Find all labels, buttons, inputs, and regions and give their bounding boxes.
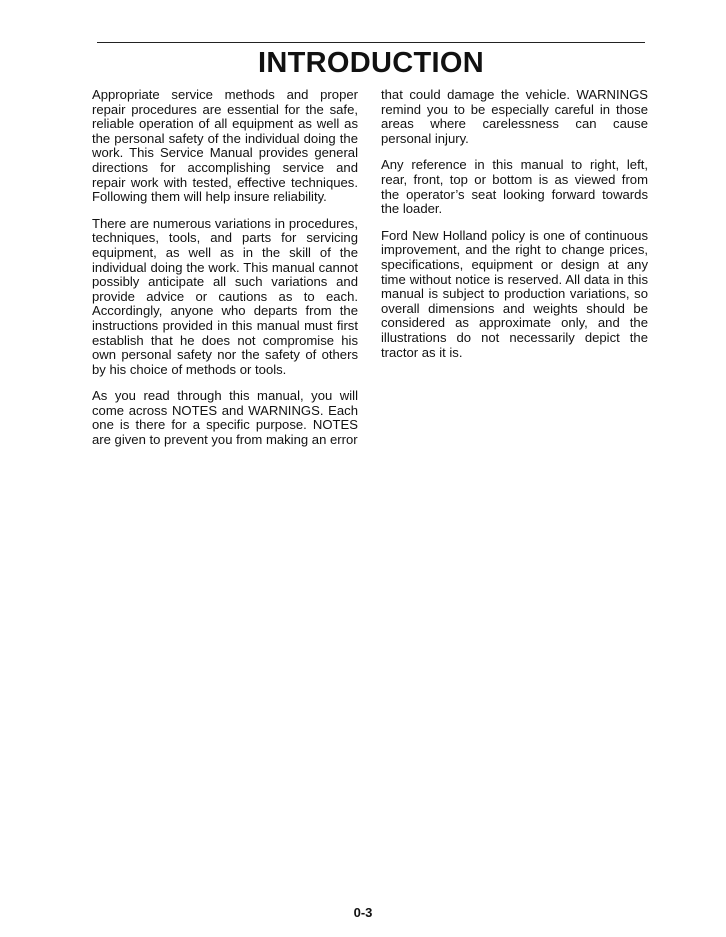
page-title: INTRODUCTION bbox=[258, 47, 484, 79]
header-rule bbox=[97, 42, 645, 43]
paragraph-notes-warnings: As you read through this manual, you will come across NOTES and WARNINGS. Each one is there for a specific purpose. NOTES are given to prevent you from making an error bbox=[92, 388, 358, 448]
right-text-column bbox=[381, 88, 648, 360]
left-text-column bbox=[92, 88, 358, 448]
paragraph-service-methods: Appropriate service methods and proper repair procedures are essential for the safe, reliable operation of all equipment as well as the personal safety of the individual doing the work. This Service Manual provides general directions for accomplishing service and repair work with tested, effective techniques. Following them will help insure reliability. bbox=[92, 87, 358, 205]
paragraph-improvement-policy: Ford New Holland policy is one of continuous improvement, and the right to change prices, specifications, equipment or design at any time without notice is reserved. All data in this manual is subject to production variations, so overall dimensions and weights should be considered as approximate only, and the illustrations do not necessarily depict the tractor as it is. bbox=[381, 227, 648, 360]
paragraph-variations: There are numerous variations in procedures, techniques, tools, and parts for servicing equipment, as well as in the skill of the individual doing the work. This manual cannot possibly anticipate all such variations and provide advice or cautions as to each. Accordingly, anyone who departs from the instructions provided in this manual must first establish that he does not compromise his own personal safety nor the safety of others by his choice of methods or tools. bbox=[92, 215, 358, 377]
page-number: 0-3 bbox=[353, 905, 373, 920]
paragraph-warnings-continued: that could damage the vehicle. WARNINGS remind you to be especially careful in those areas where carelessness can cause personal injury. bbox=[381, 87, 648, 146]
paragraph-orientation-reference: Any reference in this manual to right, left, rear, front, top or bottom is as viewed from the operator’s seat looking forward towards the loader. bbox=[381, 157, 648, 217]
